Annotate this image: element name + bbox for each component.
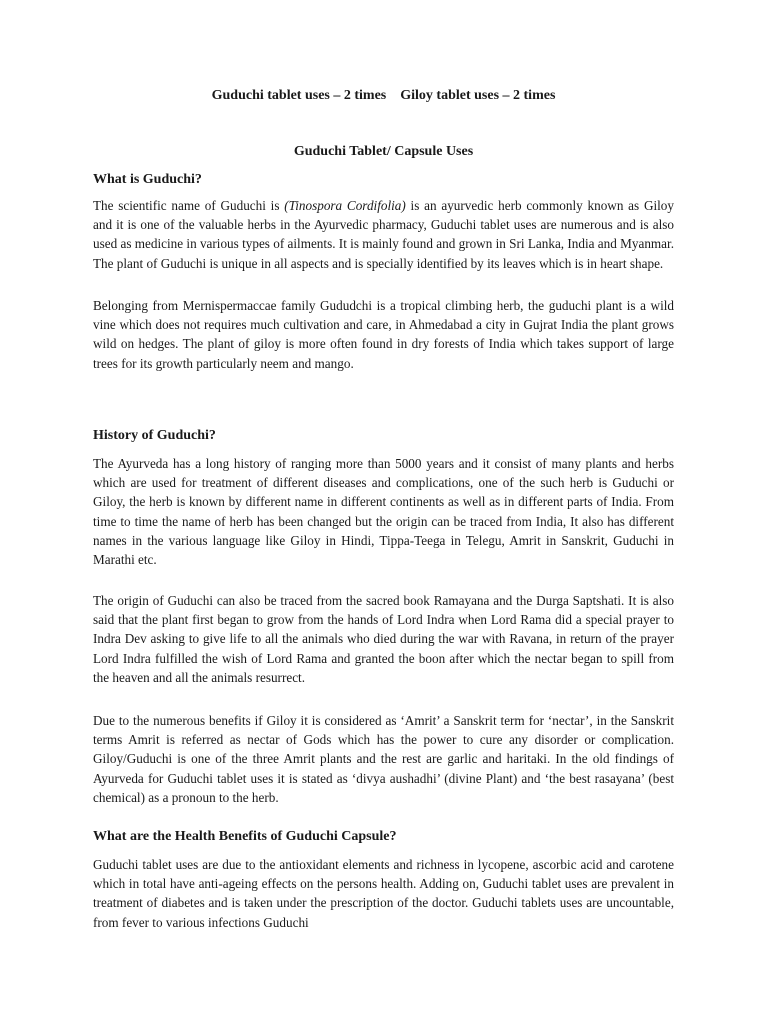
section-heading-what-is-guduchi: What is Guduchi? (93, 172, 202, 187)
document-title: Guduchi tablet uses – 2 times Giloy tablet uses – 2 times (211, 88, 556, 103)
document-subtitle: Guduchi Tablet/ Capsule Uses (293, 144, 474, 159)
paragraph-text: is an ayurvedic herb commonly known as Giloy and it is one of the valuable herbs in the Ayurvedic pharmacy, Guduchi tablet uses are numerous and is also used as medicine in various types of ailments. It is mainly found and grown in Sri Lanka, India and Myanmar. The plant of Guduchi is unique in all aspects and is specially identified by its leaves which is in heart shape. (93, 198, 674, 271)
paragraph-text: The scientific name of Guduchi is (93, 198, 285, 213)
paragraph: Guduchi tablet uses are due to the antioxidant elements and richness in lycopene, ascorbic acid and carotene which in total have anti-ageing effects on the persons health. Adding on, Guduchi tablet uses are prevalent in treatment of diabetes and is taken under the prescription of the doctor. Guduchi tablets uses are uncountable, from fever to various infections Guduchi (93, 857, 674, 930)
paragraph (93, 196, 674, 273)
paragraph: The Ayurveda has a long history of ranging more than 5000 years and it consist of many plants and herbs which are used for treatment of different diseases and complications, one of the such herb is Guduchi or Giloy, the herb is known by different name in different continents as well as in different parts of India. From time to time the name of herb has been changed but the origin can be traced from India, It also has different names in the various language like Giloy in Hindi, Tippa-Teega in Telegu, Amrit in Sanskrit, Guduchi in Marathi etc. (93, 456, 674, 568)
scientific-name: (Tinospora Cordifolia) (284, 198, 406, 213)
paragraph: Belonging from Mernispermaccae family Gududchi is a tropical climbing herb, the guduchi plant is a wild vine which does not requires much cultivation and care, in Ahmedabad a city in Gujrat India the plant grows wild on hedges. The plant of giloy is more often found in dry forests of India which takes support of large trees for its growth particularly neem and mango. (93, 298, 674, 371)
section-heading-health-benefits: What are the Health Benefits of Guduchi Capsule? (93, 829, 397, 844)
section-heading-history: History of Guduchi? (93, 428, 216, 443)
paragraph: The origin of Guduchi can also be traced from the sacred book Ramayana and the Durga Saptshati. It is also said that the plant first began to grow from the hands of Lord Indra when Lord Rama did a special prayer to Indra Dev asking to give life to all the animals who died during the war with Ravana, in return of the prayer Lord Indra fulfilled the wish of Lord Rama and granted the boon after which the nectar began to spill from the heaven and all the animals resurrect. (93, 593, 674, 685)
paragraph: Due to the numerous benefits if Giloy it is considered as ‘Amrit’ a Sanskrit term for ‘nectar’, in the Sanskrit terms Amrit is referred as nectar of Gods which has the power to cure any disorder or complication. Giloy/Guduchi is one of the three Amrit plants and the rest are garlic and haritaki. In the old findings of Ayurveda for Guduchi tablet uses it is stated as ‘divya aushadhi’ (divine Plant) and ‘the best rasayana’ (best chemical) as a pronoun to the herb. (93, 713, 674, 805)
